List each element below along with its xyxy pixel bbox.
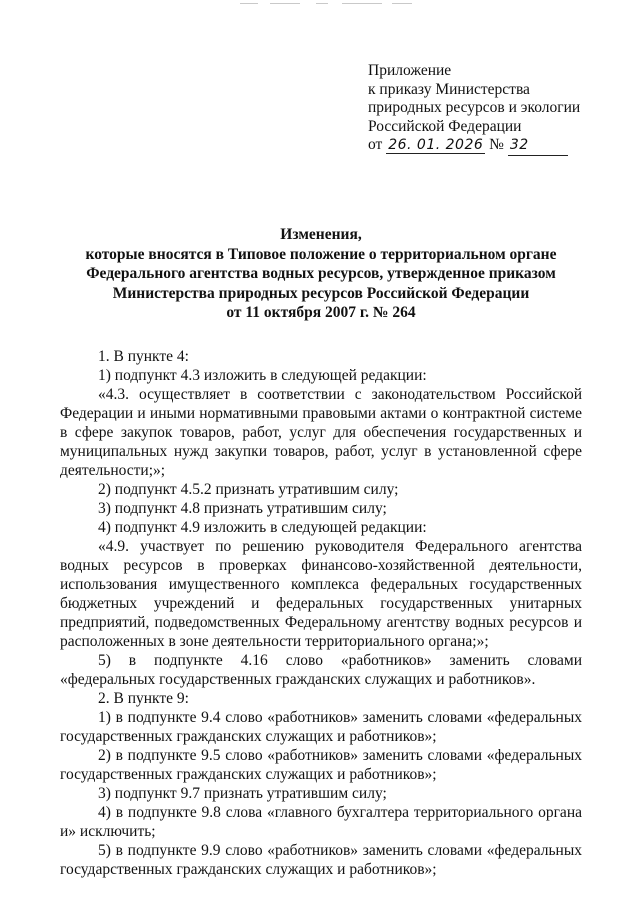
paragraph: «4.3. осуществляет в соответствии с законодательством Российской Федерации и иными нормативными правовыми актами о контрактной системе в сфере закупок товаров, работ, услуг для обеспечения государственных и муниципальных нужд закупки товаров, работ, услуг в установленной сфере деятельности;»; <box>60 386 582 479</box>
paragraph: 2) подпункт 4.5.2 признать утратившим силу; <box>98 481 399 498</box>
approval-line-3: природных ресурсов и экологии <box>368 99 581 116</box>
paragraph: 3) подпункт 4.8 признать утратившим силу; <box>98 500 387 517</box>
approval-stamp-block <box>368 62 618 156</box>
paragraph: 4) в подпункте 9.8 слова «главного бухгалтера территориального органа и» исключить; <box>60 804 582 840</box>
order-date-handwritten: 26. 01. 2026 <box>388 137 484 153</box>
approval-line-1: Приложение <box>368 62 452 79</box>
number-prefix: № <box>489 136 504 153</box>
scan-artifact <box>230 0 430 10</box>
date-prefix: от <box>368 136 383 153</box>
heading-line-2: которые вносятся в Типовое положение о территориальном органе <box>85 245 557 263</box>
paragraph: 2) в подпункте 9.5 слово «работников» заменить словами «федеральных государственных гражданских служащих и работников»; <box>60 747 582 783</box>
paragraph: 2. В пункте 9: <box>98 690 189 707</box>
paragraph: 5) в подпункте 4.16 слово «работников» заменить словами «федеральных государственных гражданских служащих и работников». <box>60 652 582 688</box>
paragraph: 3) подпункт 9.7 признать утратившим силу; <box>98 785 387 802</box>
heading-line-4: Министерства природных ресурсов Российской Федерации <box>112 284 530 302</box>
paragraph: 1) в подпункте 9.4 слово «работников» заменить словами «федеральных государственных гражданских служащих и работников»; <box>60 709 582 745</box>
document-body <box>60 347 582 879</box>
approval-line-4: Российской Федерации <box>368 117 522 135</box>
heading-line-3: Федерального агентства водных ресурсов, утвержденное приказом <box>86 265 556 282</box>
paragraph: «4.9. участвует по решению руководителя Федерального агентства водных ресурсов в проверках финансово-хозяйственной деятельности, использования имущественного комплекса федеральных государственных бюджетных учреждений и федеральных государственных унитарных предприятий, подведомственных Федеральному агентству водных ресурсов и расположенных в зоне деятельности территориального органа;»; <box>60 538 582 650</box>
order-number-handwritten: 32 <box>509 137 529 153</box>
paragraph: 5) в подпункте 9.9 слово «работников» заменить словами «федеральных государственных гражданских служащих и работников»; <box>60 842 582 878</box>
heading-line-5: от 11 октября 2007 г. № 264 <box>226 304 416 321</box>
paragraph: 1. В пункте 4: <box>98 348 189 365</box>
approval-line-2: к приказу Министерства <box>368 80 530 98</box>
heading-line-1: Изменения, <box>280 226 362 243</box>
paragraph: 4) подпункт 4.9 изложить в следующей редакции: <box>98 519 427 536</box>
paragraph: 1) подпункт 4.3 изложить в следующей редакции: <box>98 367 427 384</box>
document-heading <box>60 225 582 323</box>
order-reference <box>368 136 618 156</box>
